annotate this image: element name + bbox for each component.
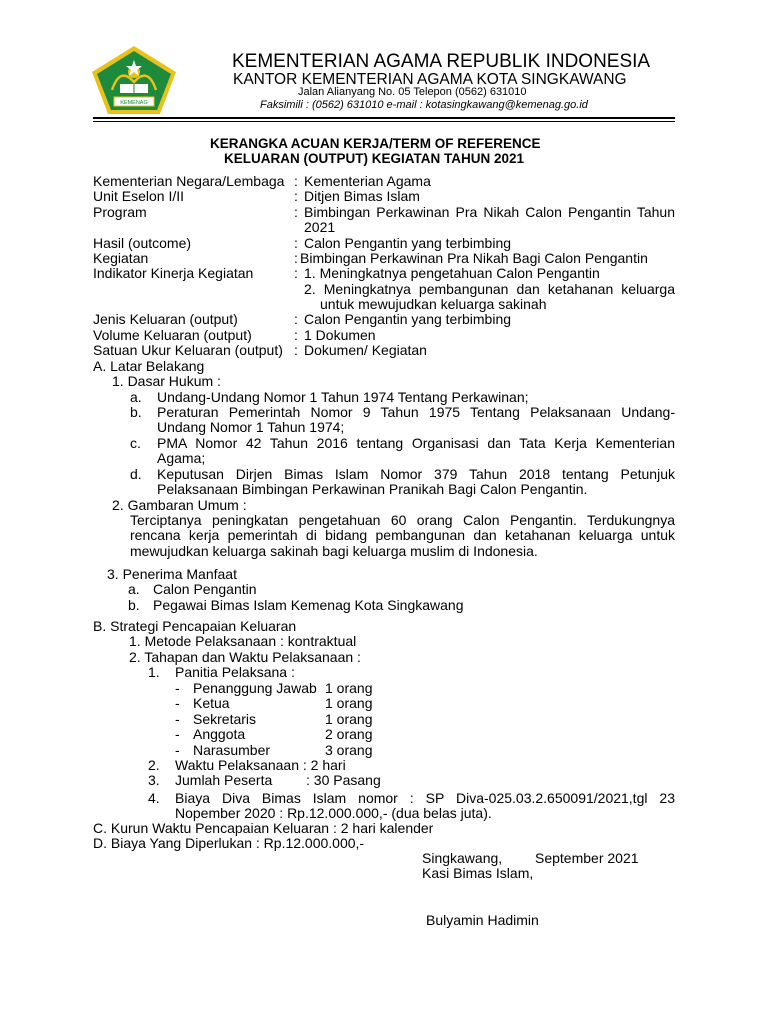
section-b-heading: B. Strategi Pencapaian Keluaran [93, 618, 297, 634]
field-label: Satuan Ukur Keluaran (output) [93, 342, 283, 358]
field-colon: : [294, 235, 298, 251]
dasar-hukum-heading: 1. Dasar Hukum : [112, 373, 221, 389]
document-title-line2: KELUARAN (OUTPUT) KEGIATAN TAHUN 2021 [224, 151, 525, 166]
member-dash: - [175, 726, 180, 742]
member-count: 3 orang [325, 742, 373, 758]
gambaran-umum-text: Terciptanya peningkatan pengetahuan 60 orang Calon Pengantin. Terdukungnya [130, 512, 675, 528]
office-address: Jalan Alianyang No. 05 Telepon (0562) 631010 [298, 86, 527, 98]
list-number: 2. [148, 757, 160, 773]
ministry-name: KEMENTERIAN AGAMA REPUBLIK INDONESIA [232, 51, 651, 72]
jumlah-peserta-value: : 30 Pasang [306, 772, 381, 788]
jumlah-peserta-label: Jumlah Peserta [175, 772, 273, 788]
field-value: 1 Dokumen [304, 327, 376, 343]
tahapan-heading: 2. Tahapan dan Waktu Pelaksanaan : [129, 649, 361, 665]
field-label: Unit Eselon I/II [93, 188, 185, 204]
field-value: 1. Meningkatnya pengetahuan Calon Pengantin [304, 265, 600, 281]
legal-basis-item: Keputusan Dirjen Bimas Islam Nomor 379 Tahun 2018 tentang Petunjuk [157, 466, 675, 482]
field-value-cont: 2021 [304, 219, 336, 235]
field-colon: : [294, 311, 298, 327]
penerima-manfaat-heading: 3. Penerima Manfaat [107, 566, 237, 582]
biaya-diva: Biaya Diva Bimas Islam nomor : SP Diva-025.03.2.650091/2021,tgl 23 [175, 790, 675, 806]
biaya-diva-cont: Nopember 2020 : Rp.12.000.000,- (dua belas juta). [175, 805, 492, 821]
signature-date: September 2021 [535, 850, 639, 866]
member-role: Penanggung Jawab [193, 680, 317, 696]
list-number: 4. [148, 790, 160, 806]
legal-basis-item-cont: Pelaksanaan Bimbingan Perkawinan Pranikah Bagi Calon Pengantin. [157, 481, 588, 497]
list-marker: a. [128, 581, 140, 597]
legal-basis-item: PMA Nomor 42 Tahun 2016 tentang Organisasi dan Tata Kerja Kementerian [157, 435, 675, 451]
member-count: 1 orang [325, 680, 373, 696]
section-a-heading: A. Latar Belakang [93, 358, 205, 374]
signature-position: Kasi Bimas Islam, [422, 865, 534, 881]
field-colon: : [294, 188, 298, 204]
field-label: Jenis Keluaran (output) [93, 311, 238, 327]
signatory-name: Bulyamin Hadimin [426, 912, 539, 928]
list-number: 3. [148, 772, 160, 788]
list-marker: c. [130, 435, 141, 451]
field-value: Calon Pengantin yang terbimbing [304, 311, 512, 327]
field-value: Ditjen Bimas Islam [304, 188, 420, 204]
legal-basis-item-cont: Undang Nomor 1 Tahun 1974; [157, 419, 345, 435]
field-label: Kegiatan [93, 250, 149, 266]
field-colon: : [294, 327, 298, 343]
member-dash: - [175, 680, 180, 696]
section-c: C. Kurun Waktu Pencapaian Keluaran : 2 hari kalender [93, 820, 434, 836]
office-contact: Faksimili : (0562) 631010 e-mail : kotasingkawang@kemenag.go.id [260, 99, 588, 111]
field-colon: : [294, 250, 298, 266]
field-value: Dokumen/ Kegiatan [304, 342, 427, 358]
kemenag-logo [90, 44, 178, 116]
gambaran-umum-text: mewujudkan keluarga sakinah bagi keluarga muslim di Indonesia. [130, 543, 538, 559]
field-value: Bimbingan Perkawinan Pra Nikah Bagi Calon Pengantin [300, 250, 648, 266]
legal-basis-item: Undang-Undang Nomor 1 Tahun 1974 Tentang Perkawinan; [157, 389, 529, 405]
logo-ribbon-text: KEMENAG [120, 100, 148, 106]
member-dash: - [175, 695, 180, 711]
gambaran-umum-text: rencana kerja pemerintah di bidang pembangunan dan ketahanan keluarga untuk [130, 527, 675, 543]
panitia-heading: Panitia Pelaksana : [175, 664, 295, 680]
field-value: Bimbingan Perkawinan Pra Nikah Calon Pengantin Tahun [304, 204, 675, 220]
field-colon: : [294, 265, 298, 281]
waktu-pelaksanaan: Waktu Pelaksanaan : 2 hari [175, 757, 346, 773]
list-marker: b. [128, 597, 140, 613]
list-marker: b. [130, 404, 142, 420]
signature-place: Singkawang, [422, 850, 503, 866]
field-colon: : [294, 173, 298, 189]
header-rule-thick [93, 117, 675, 119]
list-marker: a. [130, 389, 142, 405]
list-number: 1. [148, 664, 160, 680]
field-value: Calon Pengantin yang terbimbing [304, 235, 512, 251]
field-label: Program [93, 204, 147, 220]
member-role: Ketua [193, 695, 230, 711]
member-dash: - [175, 711, 180, 727]
member-role: Sekretaris [193, 711, 257, 727]
field-value: 2. Meningkatnya pembangunan dan ketahanan keluarga [304, 281, 675, 297]
member-dash: - [175, 742, 180, 758]
header-rule-thin [93, 121, 675, 122]
legal-basis-item: Peraturan Pemerintah Nomor 9 Tahun 1975 Tentang Pelaksanaan Undang- [157, 404, 675, 420]
list-marker: d. [130, 466, 142, 482]
field-label: Kementerian Negara/Lembaga [93, 173, 285, 189]
member-role: Narasumber [193, 742, 271, 758]
field-value: Kementerian Agama [304, 173, 431, 189]
beneficiary-item: Pegawai Bimas Islam Kemenag Kota Singkawang [153, 597, 464, 613]
field-colon: : [294, 342, 298, 358]
office-name: KANTOR KEMENTERIAN AGAMA KOTA SINGKAWANG [233, 71, 627, 88]
member-count: 2 orang [325, 726, 373, 742]
field-value-cont: untuk mewujudkan keluarga sakinah [320, 296, 547, 312]
document-title-line1: KERANGKA ACUAN KERJA/TERM OF REFERENCE [210, 136, 541, 151]
member-role: Anggota [193, 726, 246, 742]
field-label: Indikator Kinerja Kegiatan [93, 265, 254, 281]
section-d: D. Biaya Yang Diperlukan : Rp.12.000.000,- [93, 835, 365, 851]
field-label: Hasil (outcome) [93, 235, 192, 251]
legal-basis-item-cont: Agama; [157, 450, 206, 466]
member-count: 1 orang [325, 695, 373, 711]
gambaran-umum-heading: 2. Gambaran Umum : [112, 497, 247, 513]
field-label: Volume Keluaran (output) [93, 327, 252, 343]
member-count: 1 orang [325, 711, 373, 727]
metode-pelaksanaan: 1. Metode Pelaksanaan : kontraktual [129, 633, 357, 649]
beneficiary-item: Calon Pengantin [153, 581, 257, 597]
field-colon: : [294, 204, 298, 220]
